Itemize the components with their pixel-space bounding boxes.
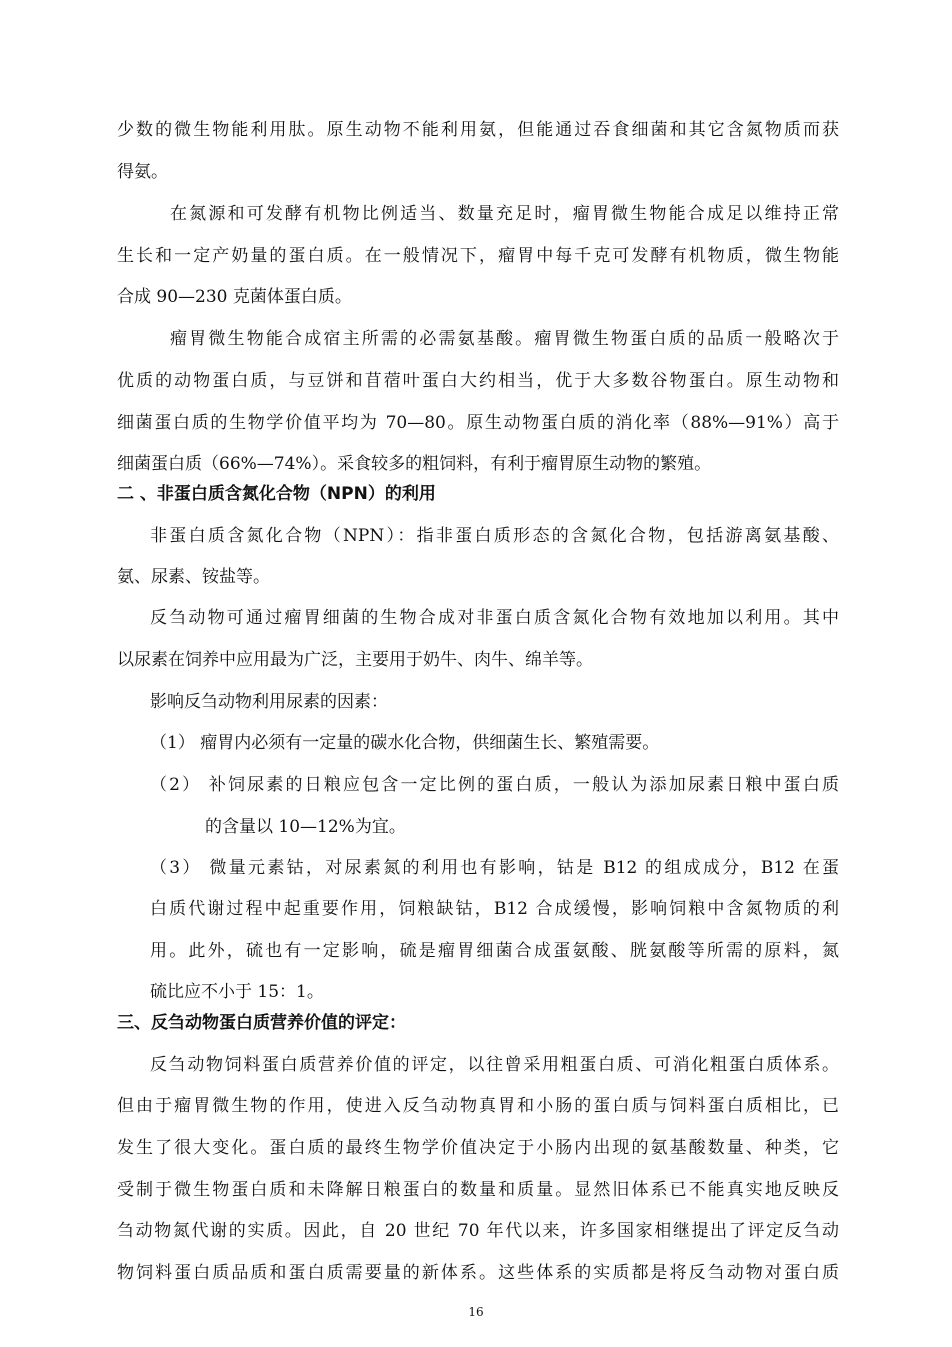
text-line: 非蛋白质含氮化合物（NPN）：指非蛋白质形态的含氮化合物，包括游离氨基酸、 bbox=[150, 526, 839, 546]
text-line: 细菌蛋白质（66%—74%）。采食较多的粗饲料，有利于瘤胃原生动物的繁殖。 bbox=[117, 454, 712, 474]
list-item: （2） 补饲尿素的日粮应包含一定比例的蛋白质，一般认为添加尿素日粮中蛋白质 bbox=[150, 775, 839, 795]
text-line: 优质的动物蛋白质，与豆饼和苜蓿叶蛋白大约相当，优于大多数谷物蛋白。原生动物和 bbox=[117, 371, 839, 391]
text-line: 生长和一定产奶量的蛋白质。在一般情况下，瘤胃中每千克可发酵有机物质，微生物能 bbox=[117, 246, 839, 266]
text-line: 发生了很大变化。蛋白质的最终生物学价值决定于小肠内出现的氨基酸数量、种类，它 bbox=[117, 1138, 839, 1158]
list-item: （1） 瘤胃内必须有一定量的碳水化合物，供细菌生长、繁殖需要。 bbox=[150, 733, 660, 753]
text-line: 但由于瘤胃微生物的作用，使进入反刍动物真胃和小肠的蛋白质与饲料蛋白质相比，已 bbox=[117, 1096, 839, 1116]
text-line: 在氮源和可发酵有机物比例适当、数量充足时，瘤胃微生物能合成足以维持正常 bbox=[170, 204, 839, 224]
text-line: 以尿素在饲养中应用最为广泛，主要用于奶牛、肉牛、绵羊等。 bbox=[117, 650, 593, 670]
page-number: 16 bbox=[468, 1305, 484, 1319]
text-line: 受制于微生物蛋白质和未降解日粮蛋白的数量和质量。显然旧体系已不能真实地反映反 bbox=[117, 1180, 839, 1200]
text-line: 刍动物氮代谢的实质。因此，自 20 世纪 70 年代以来，许多国家相继提出了评定反刍动 bbox=[117, 1221, 839, 1241]
list-item-continuation: 硫比应不小于 15：1。 bbox=[150, 982, 324, 1002]
text-line: 影响反刍动物利用尿素的因素： bbox=[150, 692, 388, 712]
section-heading-npn: 二 、非蛋白质含氮化合物（NPN）的利用 bbox=[117, 484, 436, 504]
list-item-continuation: 的含量以 10—12%为宜。 bbox=[205, 817, 406, 837]
text-line: 反刍动物可通过瘤胃细菌的生物合成对非蛋白质含氮化合物有效地加以利用。其中 bbox=[150, 608, 839, 628]
list-item-continuation: 白质代谢过程中起重要作用，饲粮缺钴，B12 合成缓慢，影响饲粮中含氮物质的利 bbox=[150, 899, 839, 919]
text-line: 少数的微生物能利用肽。原生动物不能利用氨，但能通过吞食细菌和其它含氮物质而获 bbox=[117, 120, 839, 140]
section-heading-evaluation: 三、反刍动物蛋白质营养价值的评定： bbox=[117, 1013, 406, 1033]
text-line: 得氨。 bbox=[117, 162, 168, 182]
text-line: 合成 90—230 克菌体蛋白质。 bbox=[117, 287, 352, 307]
text-line: 反刍动物饲料蛋白质营养价值的评定，以往曾采用粗蛋白质、可消化粗蛋白质体系。 bbox=[150, 1055, 839, 1075]
list-item: （3） 微量元素钴，对尿素氮的利用也有影响，钴是 B12 的组成成分，B12 在蛋 bbox=[150, 858, 839, 878]
text-line: 氨、尿素、铵盐等。 bbox=[117, 567, 270, 587]
text-line: 瘤胃微生物能合成宿主所需的必需氨基酸。瘤胃微生物蛋白质的品质一般略次于 bbox=[170, 329, 839, 349]
list-item-continuation: 用。此外，硫也有一定影响，硫是瘤胃细菌合成蛋氨酸、胱氨酸等所需的原料，氮 bbox=[150, 941, 839, 961]
text-line: 物饲料蛋白质品质和蛋白质需要量的新体系。这些体系的实质都是将反刍动物对蛋白质 bbox=[117, 1263, 839, 1283]
text-line: 细菌蛋白质的生物学价值平均为 70—80。原生动物蛋白质的消化率（88%—91%）高于 bbox=[117, 413, 839, 433]
